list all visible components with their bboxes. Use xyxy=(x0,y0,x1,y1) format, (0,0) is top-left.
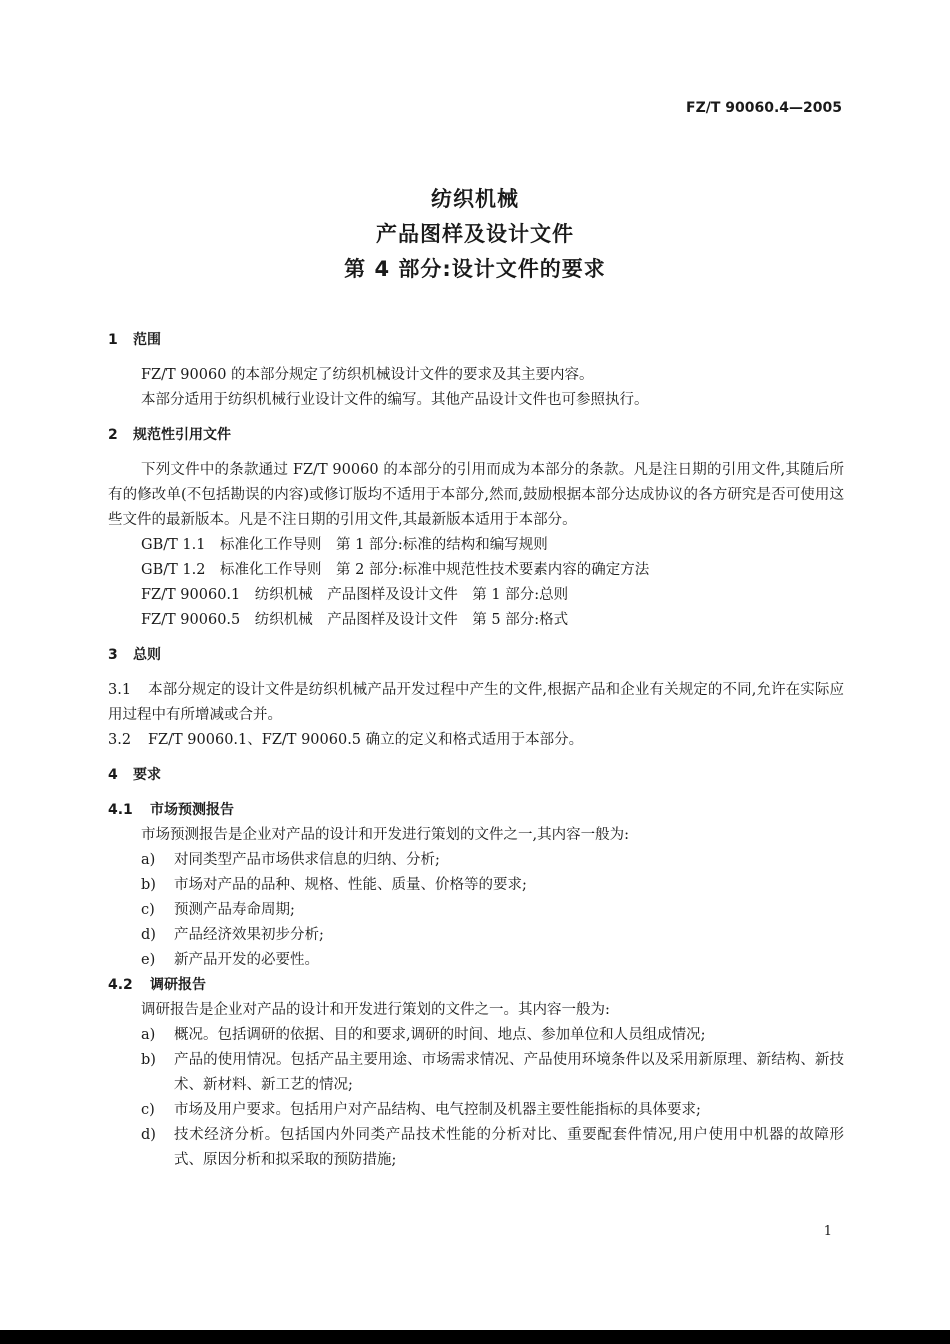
section-heading-general xyxy=(108,643,844,668)
list-marker: e) xyxy=(141,952,156,968)
list-item xyxy=(108,1098,844,1123)
list-item xyxy=(108,1048,844,1098)
title-line-3: 第 4 部分:设计文件的要求 xyxy=(344,257,606,281)
list-item-text: 预测产品寿命周期; xyxy=(174,902,295,918)
list-marker: a) xyxy=(141,852,156,868)
clause-3-1 xyxy=(108,678,844,728)
subsection-heading-market-forecast xyxy=(108,798,844,823)
paragraph: FZ/T 90060 的本部分规定了纺织机械设计文件的要求及其主要内容。 xyxy=(141,367,594,383)
list-marker: d) xyxy=(141,927,156,943)
clause-text: 本部分规定的设计文件是纺织机械产品开发过程中产生的文件,根据产品和企业有关规定的不同,允许在实际应用过程中有所增减或合并。 xyxy=(108,682,844,723)
paragraph: 下列文件中的条款通过 FZ/T 90060 的本部分的引用而成为本部分的条款。凡是注日期的引用文件,其随后所有的修改单(不包括勘误的内容)或修订版均不适用于本部分,然而,鼓励根据本部分达成协议的各方研究是否可使用这些文件的最新版本。凡是不注日期的引用文件,其最新版本适用于本部分。 xyxy=(108,462,844,528)
list-item-text: 产品的使用情况。包括产品主要用途、市场需求情况、产品使用环境条件以及采用新原理、新结构、新技术、新材料、新工艺的情况; xyxy=(174,1052,844,1093)
list-item xyxy=(108,1123,844,1173)
section-title: 总则 xyxy=(133,647,161,663)
subsection-title: 调研报告 xyxy=(150,977,206,993)
standard-code: FZ/T 90060.4—2005 xyxy=(686,100,842,116)
section-title: 范围 xyxy=(133,332,161,348)
list-marker: a) xyxy=(141,1027,156,1043)
clause-text: FZ/T 90060.1、FZ/T 90060.5 确立的定义和格式适用于本部分。 xyxy=(148,732,584,748)
list-item xyxy=(108,898,844,923)
section-heading-requirements xyxy=(108,763,844,788)
section-title: 规范性引用文件 xyxy=(133,427,231,443)
list-marker: d) xyxy=(141,1127,156,1143)
title-line-2: 产品图样及设计文件 xyxy=(376,222,574,246)
list-item-text: 市场对产品的品种、规格、性能、质量、价格等的要求; xyxy=(174,877,527,893)
section-number: 2 xyxy=(108,427,118,443)
reference-item: FZ/T 90060.5 纺织机械 产品图样及设计文件 第 5 部分:格式 xyxy=(141,612,569,628)
document-body xyxy=(108,328,844,1173)
list-item-text: 市场及用户要求。包括用户对产品结构、电气控制及机器主要性能指标的具体要求; xyxy=(174,1102,701,1118)
subsection-number: 4.1 xyxy=(108,802,133,818)
section-heading-scope xyxy=(108,328,844,353)
section-number: 4 xyxy=(108,767,118,783)
paragraph: 市场预测报告是企业对产品的设计和开发进行策划的文件之一,其内容一般为: xyxy=(141,827,629,843)
clause-number: 3.2 xyxy=(108,732,132,748)
list-item-text: 新产品开发的必要性。 xyxy=(174,952,319,968)
clause-number: 3.1 xyxy=(108,682,132,698)
section-heading-normative-references xyxy=(108,423,844,448)
list-item-text: 技术经济分析。包括国内外同类产品技术性能的分析对比、重要配套件情况,用户使用中机器的故障形式、原因分析和拟采取的预防措施; xyxy=(174,1127,844,1168)
list-item xyxy=(108,1023,844,1048)
list-item-text: 产品经济效果初步分析; xyxy=(174,927,324,943)
list-marker: c) xyxy=(141,1102,155,1118)
paragraph: 调研报告是企业对产品的设计和开发进行策划的文件之一。其内容一般为: xyxy=(141,1002,610,1018)
list-item xyxy=(108,923,844,948)
clause-3-2 xyxy=(108,728,844,753)
subsection-heading-research-report xyxy=(108,973,844,998)
list-marker: c) xyxy=(141,902,155,918)
list-item xyxy=(108,848,844,873)
section-number: 3 xyxy=(108,647,118,663)
bottom-border xyxy=(0,1330,950,1344)
list-marker: b) xyxy=(141,1052,156,1068)
reference-item: GB/T 1.2 标准化工作导则 第 2 部分:标准中规范性技术要素内容的确定方法 xyxy=(141,562,650,578)
list-item-text: 概况。包括调研的依据、目的和要求,调研的时间、地点、参加单位和人员组成情况; xyxy=(174,1027,706,1043)
title-line-1: 纺织机械 xyxy=(431,187,519,211)
paragraph: 本部分适用于纺织机械行业设计文件的编写。其他产品设计文件也可参照执行。 xyxy=(141,392,649,408)
list-marker: b) xyxy=(141,877,156,893)
list-item-text: 对同类型产品市场供求信息的归纳、分析; xyxy=(174,852,440,868)
reference-item: GB/T 1.1 标准化工作导则 第 1 部分:标准的结构和编写规则 xyxy=(141,537,548,553)
section-title: 要求 xyxy=(133,767,161,783)
list-item xyxy=(108,948,844,973)
reference-item: FZ/T 90060.1 纺织机械 产品图样及设计文件 第 1 部分:总则 xyxy=(141,587,569,603)
section-number: 1 xyxy=(108,332,118,348)
page-number: 1 xyxy=(823,1224,832,1239)
document-title xyxy=(0,182,950,287)
subsection-title: 市场预测报告 xyxy=(150,802,234,818)
subsection-number: 4.2 xyxy=(108,977,133,993)
list-item xyxy=(108,873,844,898)
